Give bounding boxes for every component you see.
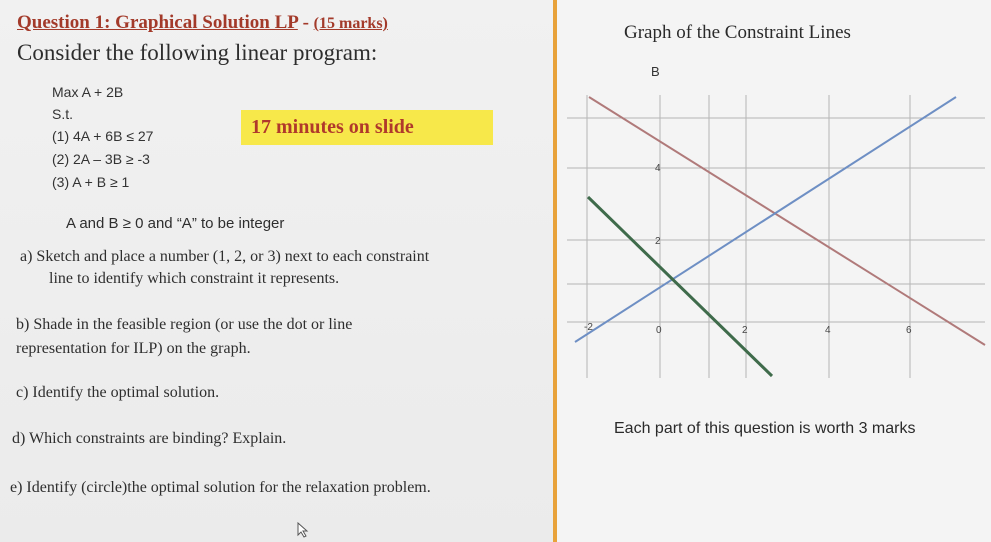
grid-vertical — [587, 95, 910, 378]
part-b-line1: b) Shade in the feasible region (or use the dot or line — [16, 316, 353, 333]
question-marks: (15 marks) — [313, 15, 388, 32]
part-d: d) Which constraints are binding? Explain. — [12, 430, 287, 447]
question-subtitle: Consider the following linear program: — [17, 40, 378, 65]
x-tick-0: 0 — [656, 325, 662, 336]
x-tick-neg2: -2 — [584, 322, 593, 333]
lp-objective: Max A + 2B — [52, 84, 124, 100]
marks-note: Each part of this question is worth 3 marks — [614, 420, 916, 437]
lp-constraint-3: (3) A + B ≥ 1 — [52, 174, 130, 190]
lp-constraint-2: (2) 2A – 3B ≥ -3 — [52, 151, 150, 167]
x-tick-4: 4 — [825, 325, 831, 336]
integer-note: A and B ≥ 0 and “A” to be integer — [66, 215, 285, 232]
graph-y-axis-label: B — [651, 64, 660, 79]
part-a-line1: a) Sketch and place a number (1, 2, or 3) next to each constraint — [20, 248, 430, 265]
constraint-line-3 — [588, 197, 772, 376]
question-title-separator: - — [302, 12, 309, 33]
x-tick-2: 2 — [742, 325, 748, 336]
part-e: e) Identify (circle)the optimal solution for the relaxation problem. — [10, 479, 431, 496]
part-a-line2: line to identify which constraint it represents. — [49, 270, 340, 287]
y-tick-4: 4 — [655, 163, 661, 174]
constraint-line-2 — [575, 97, 956, 342]
graph-title: Graph of the Constraint Lines — [624, 22, 851, 43]
part-c: c) Identify the optimal solution. — [16, 384, 220, 401]
timer-highlight: 17 minutes on slide — [241, 110, 493, 145]
x-tick-6: 6 — [906, 325, 912, 336]
question-title-text: Question 1: Graphical Solution LP — [17, 12, 298, 33]
lp-subject-to: S.t. — [52, 106, 74, 122]
y-tick-2: 2 — [655, 236, 661, 247]
part-b-line2: representation for ILP) on the graph. — [16, 340, 251, 357]
constraint-line-1 — [589, 97, 985, 345]
lp-constraint-1: (1) 4A + 6B ≤ 27 — [52, 128, 154, 144]
grid-horizontal — [567, 118, 985, 322]
